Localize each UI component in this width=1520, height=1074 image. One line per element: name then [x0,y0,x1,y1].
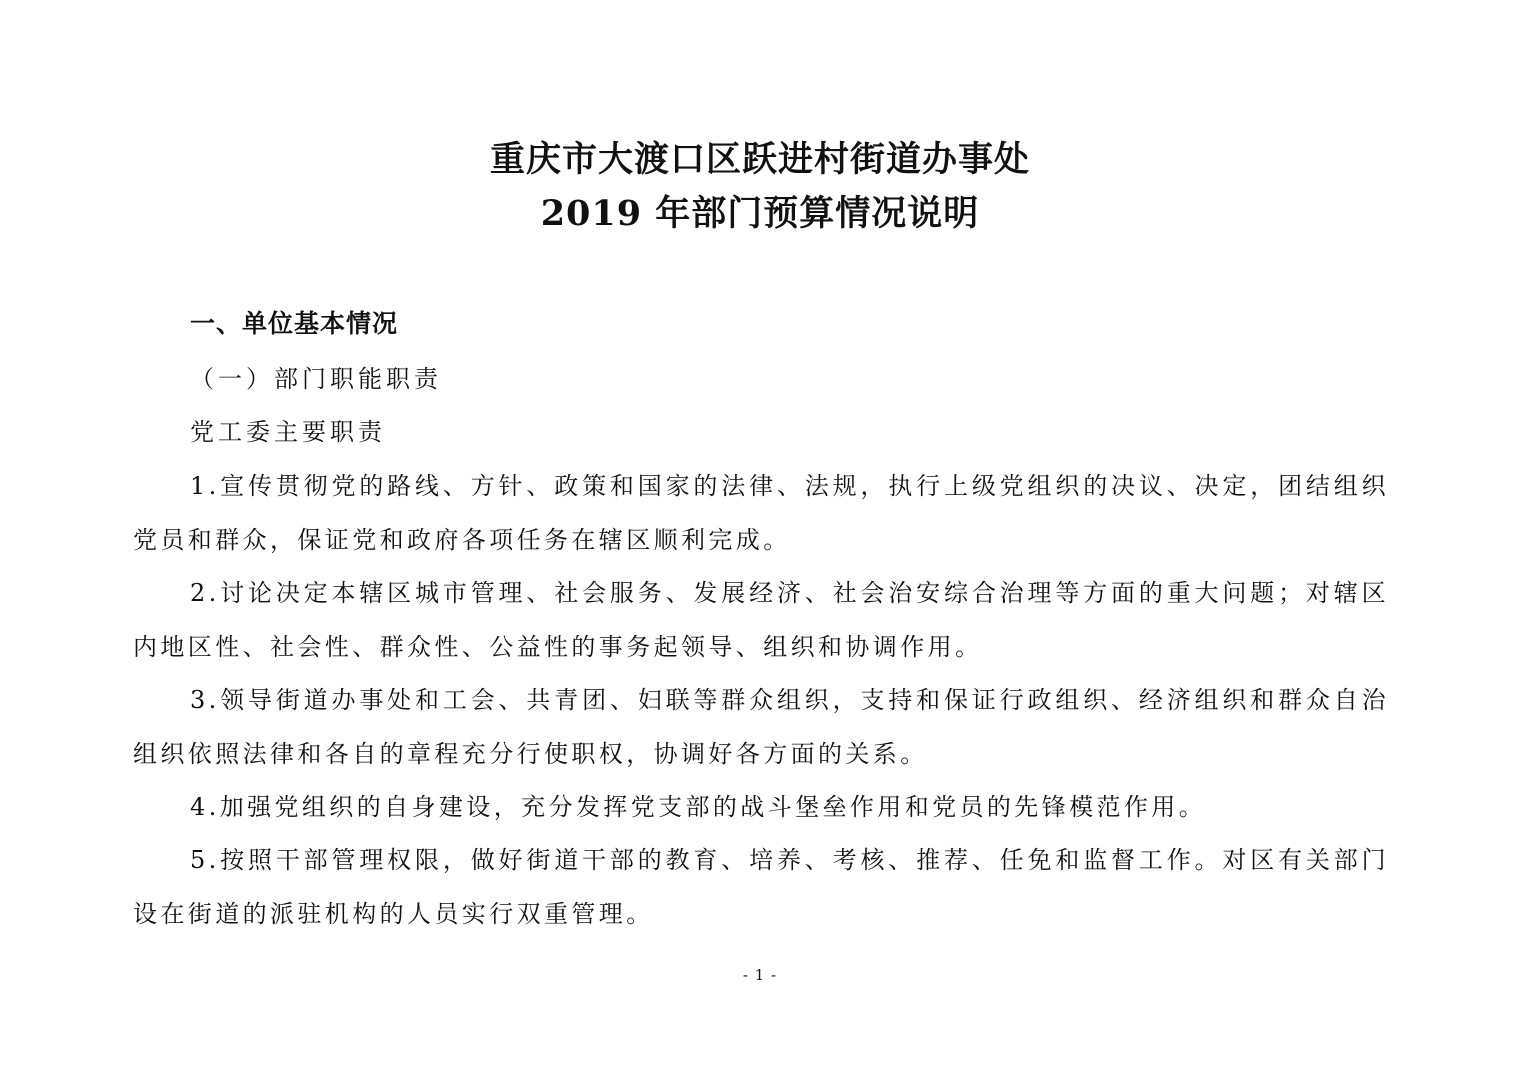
document-title-line-2: 2019 年部门预算情况说明 [540,193,980,234]
section-heading-basic-info: 一、单位基本情况 [190,309,399,338]
duty-item-1: 1.宣传贯彻党的路线、方针、政策和国家的法律、法规，执行上级党组织的决议、决定，团结组织党员和群众，保证党和政府各项任务在辖区顺利完成。 [133,472,1389,554]
subsection-heading-functions: （一）部门职能职责 [190,365,442,393]
duties-heading: 党工委主要职责 [190,418,386,446]
duty-item-2: 2.讨论决定本辖区城市管理、社会服务、发展经济、社会治安综合治理等方面的重大问题；对辖区内地区性、社会性、群众性、公益性的事务起领导、组织和协调作用。 [133,579,1389,661]
duty-item-4: 4.加强党组织的自身建设，充分发挥党支部的战斗堡垒作用和党员的先锋模范作用。 [190,793,1207,821]
duty-item-3: 3.领导街道办事处和工会、共青团、妇联等群众组织，支持和保证行政组织、经济组织和群众自治组织依照法律和各自的章程充分行使职权，协调好各方面的关系。 [133,686,1389,768]
document-title-line-1: 重庆市大渡口区跃进村街道办事处 [489,139,1030,180]
duty-item-5: 5.按照干部管理权限，做好街道干部的教育、培养、考核、推荐、任免和监督工作。对区有关部门设在街道的派驻机构的人员实行双重管理。 [133,846,1389,928]
page-number: - 1 - [742,966,778,984]
